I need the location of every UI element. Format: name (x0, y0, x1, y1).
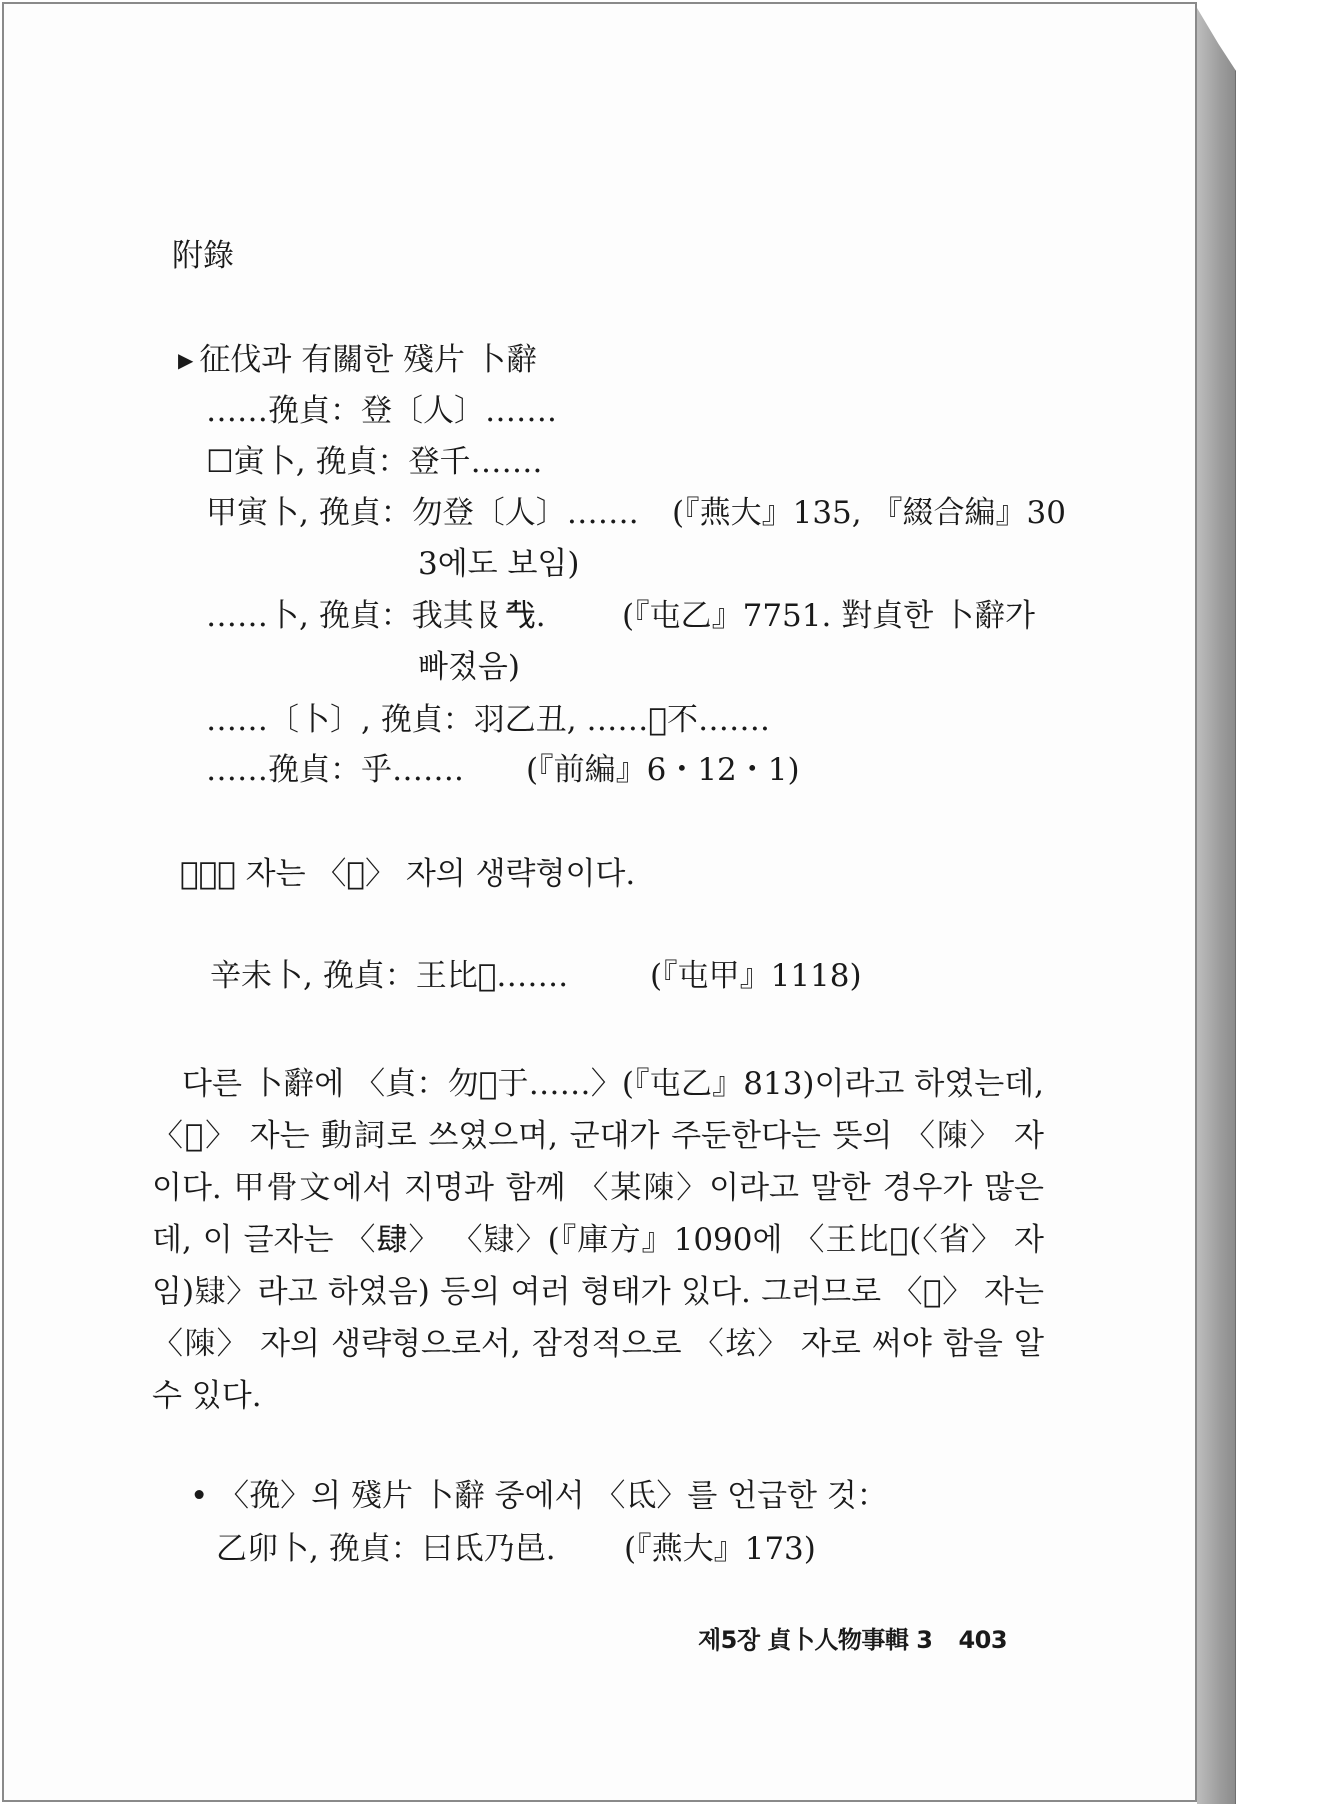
inscription-line-1: ……㝃貞：登〔人〕……. (206, 393, 557, 429)
section-title-text: 征伐과 有關한 殘片 卜辭 (199, 342, 537, 378)
page-footer (698, 1620, 1007, 1655)
inscription-line-3: 甲寅卜, 㝃貞：勿登〔人〕……. (206, 495, 639, 531)
citation-line-3: (『燕大』135, 『綴合編』30 (672, 495, 1066, 531)
note-text: 〈𢽙〉 자는 〈𢿱〉 자의 생략형이다. (180, 856, 636, 892)
inscription-line-8: 乙卯卜, 㝃貞：曰氐乃邑. (216, 1531, 556, 1567)
bullet-title (190, 1478, 888, 1514)
section-title (178, 342, 537, 378)
section-header-label: 附錄 (172, 238, 234, 274)
triangle-marker-icon: ▶ (178, 348, 194, 372)
citation-line-3-cont: 3에도 보임) (418, 546, 580, 582)
running-chapter-title: 제5장 貞卜人物事輯 3 (698, 1626, 933, 1654)
citation-line-8: (『燕大』173) (624, 1531, 816, 1567)
bullet-icon: • (190, 1478, 209, 1514)
inscription-line-5: ……〔卜〕, 㝃貞：羽乙丑, ……𢽙不……. (206, 702, 770, 738)
inscription-line-4: ……卜, 㝃貞：我其𠬝𢦔. (206, 598, 546, 634)
citation-line-7: (『屯甲』1118) (650, 958, 862, 994)
page-number: 403 (958, 1626, 1008, 1654)
citation-line-4-cont: 빠졌음) (418, 649, 520, 685)
inscription-line-7: 辛未卜, 㝃貞：王比𢓍……. (210, 958, 569, 994)
citation-line-4: (『屯乙』7751. 對貞한 卜辭가 (622, 598, 1035, 634)
body-paragraph: 다른 卜辭에 〈貞：勿𢓍于……〉(『屯乙』813)이라고 하였는데, 〈𢓍〉 자는 動詞로 쓰였으며, 군대가 주둔한다는 뜻의 〈𨻰〉 자이다. 甲骨文에서 지명과 함께 〈某𨻰〉이라고 말한 경우가 많은데, 이 글자는 〈𨽸〉 〈𨽹〉(『庫方』1090에 〈王比𢓍(〈省〉 자임)𨽹〉라고 하였음) 등의 여러 형태가 있다. 그러므로 〈𢓍〉 자는 〈𨻰〉 자의 생략형으로서, 잠정적으로 〈𡊨〉 자로 써야 함을 알 수 있다. (152, 1066, 1044, 1414)
bullet-title-text: 〈㝃〉의 殘片 卜辭 중에서 〈氐〉를 언급한 것： (218, 1478, 888, 1514)
inscription-line-6: ……㝃貞：乎……. (206, 752, 464, 788)
inscription-line-2: ☐寅卜, 㝃貞：登千……. (206, 444, 543, 480)
citation-line-6: (『前編』6・12・1) (526, 752, 800, 788)
page-stack-edge (1197, 8, 1236, 1804)
